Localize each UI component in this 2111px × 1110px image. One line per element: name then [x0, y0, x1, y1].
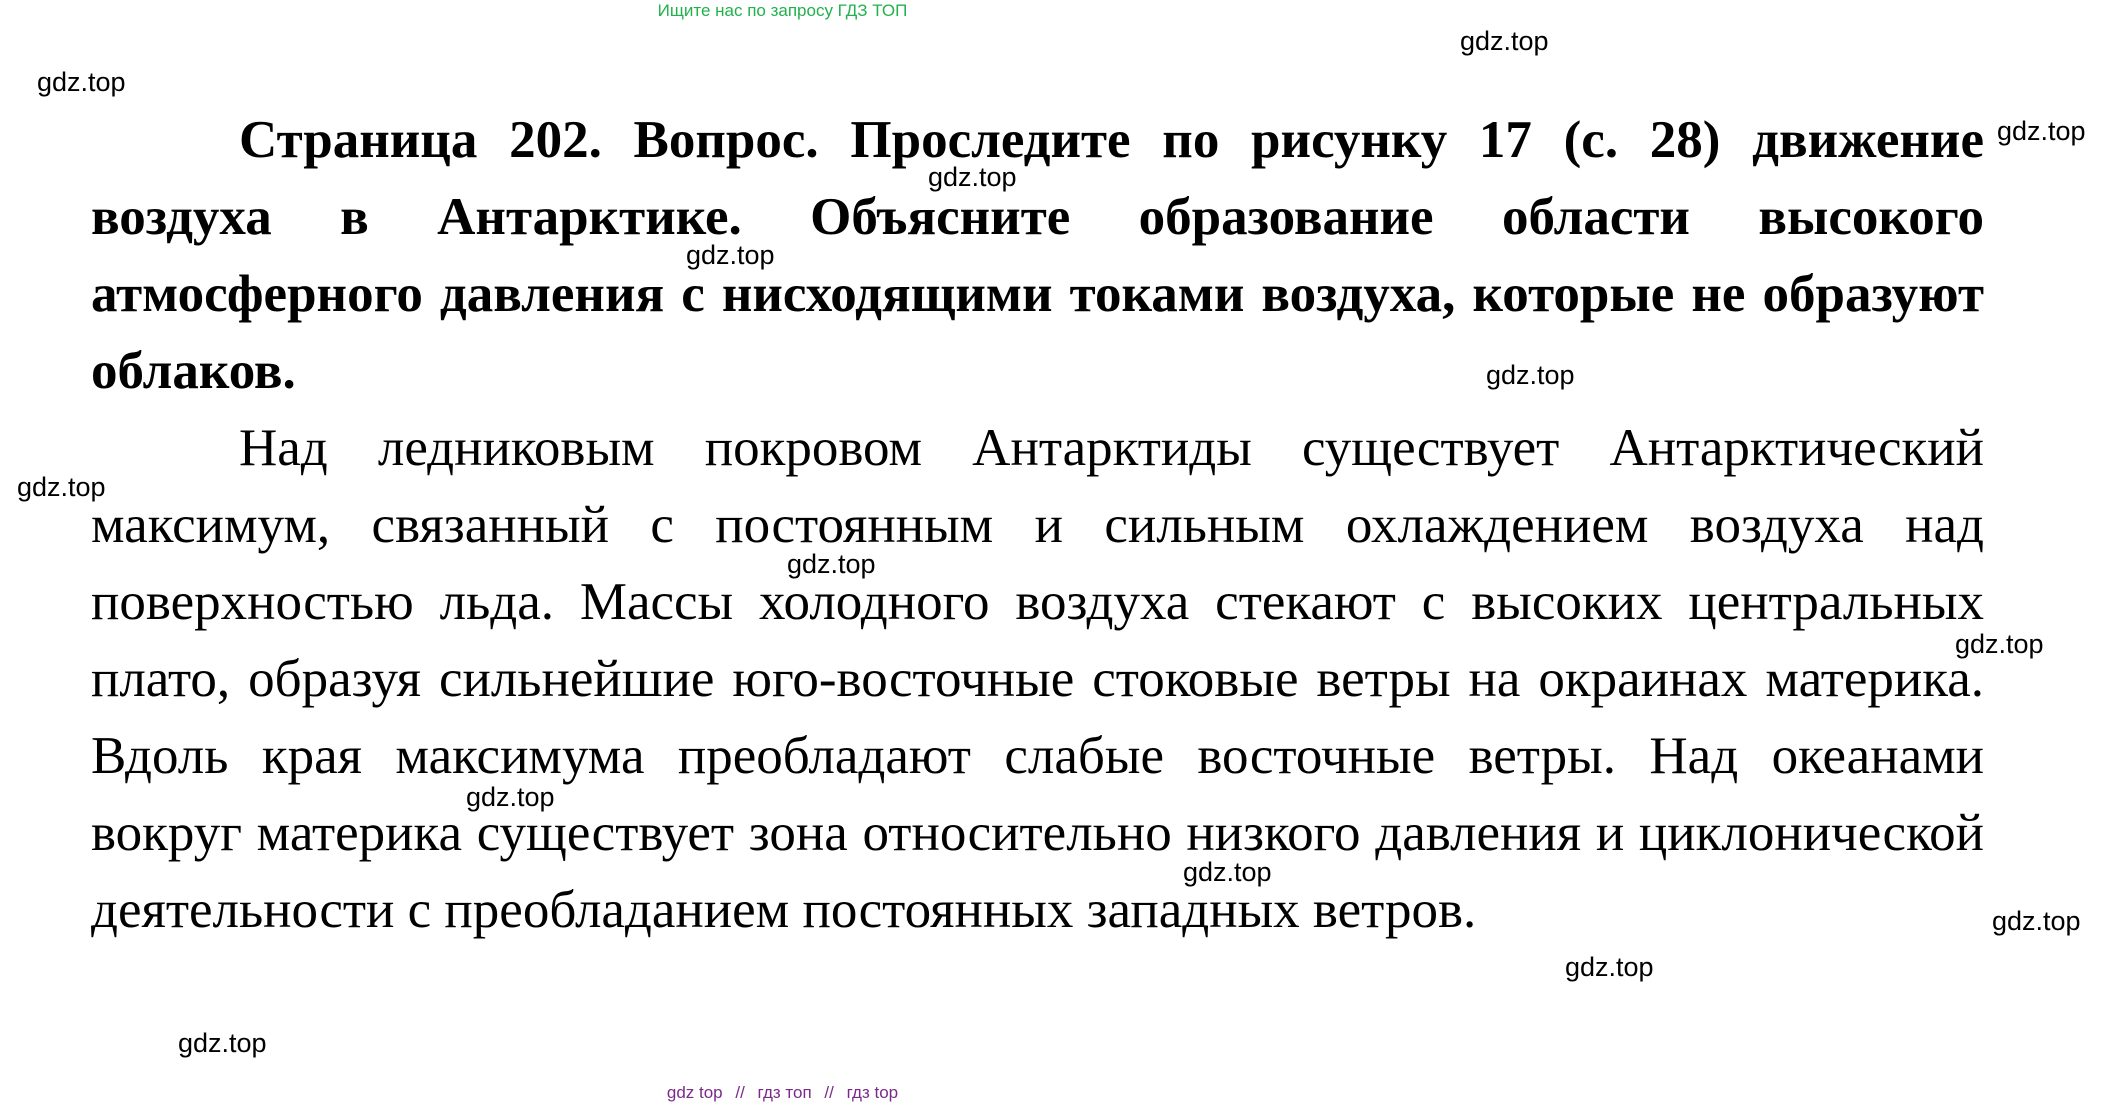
watermark: gdz.top — [686, 240, 775, 270]
question-text: Страница 202. Вопрос. Проследите по рисунку 17 (с. 28) движение воздуха в Антарктике. Объясните образование области высокого атмосферного давления с нисходящими токами воздуха, которые не образуют облаков. — [91, 111, 1984, 400]
watermark: gdz.top — [466, 782, 555, 812]
footer-separator: // — [824, 1083, 834, 1102]
watermark: gdz.top — [1460, 26, 1549, 56]
watermark: gdz.top — [928, 162, 1017, 192]
footer-link-gdz-top-ru[interactable]: гдз топ — [757, 1083, 812, 1102]
watermark: gdz.top — [1955, 629, 2044, 659]
watermark: gdz.top — [1565, 952, 1654, 982]
watermark: gdz.top — [787, 549, 876, 579]
footer-separator: // — [735, 1083, 745, 1102]
search-banner: Ищите нас по запросу ГДЗ ТОП — [657, 1, 908, 20]
watermark: gdz.top — [1183, 857, 1272, 887]
document-body — [91, 102, 1984, 949]
watermark: gdz.top — [1997, 116, 2086, 146]
watermark: gdz.top — [1992, 906, 2081, 936]
footer-link-gdz-top[interactable]: gdz top — [666, 1083, 723, 1102]
watermark: gdz.top — [17, 472, 106, 502]
watermark: gdz.top — [37, 67, 126, 97]
footer-links — [0, 1083, 1565, 1103]
answer-text: Над ледниковым покровом Антарктиды существует Антарктический максимум, связанный с постоянным и сильным охлаждением воздуха над поверхностью льда. Массы холодного воздуха стекают с высоких центральных плато, образуя сильнейшие юго-восточные стоковые ветры на окраинах материка. Вдоль края максимума преобладают слабые восточные ветры. Над океанами вокруг материка существует зона относительно низкого давления и циклонической деятельности с преобладанием постоянных западных ветров. — [91, 419, 1984, 939]
watermark: gdz.top — [1486, 360, 1575, 390]
footer-link-gdz-top-mixed[interactable]: гдз top — [846, 1083, 899, 1102]
watermark: gdz.top — [178, 1028, 267, 1058]
